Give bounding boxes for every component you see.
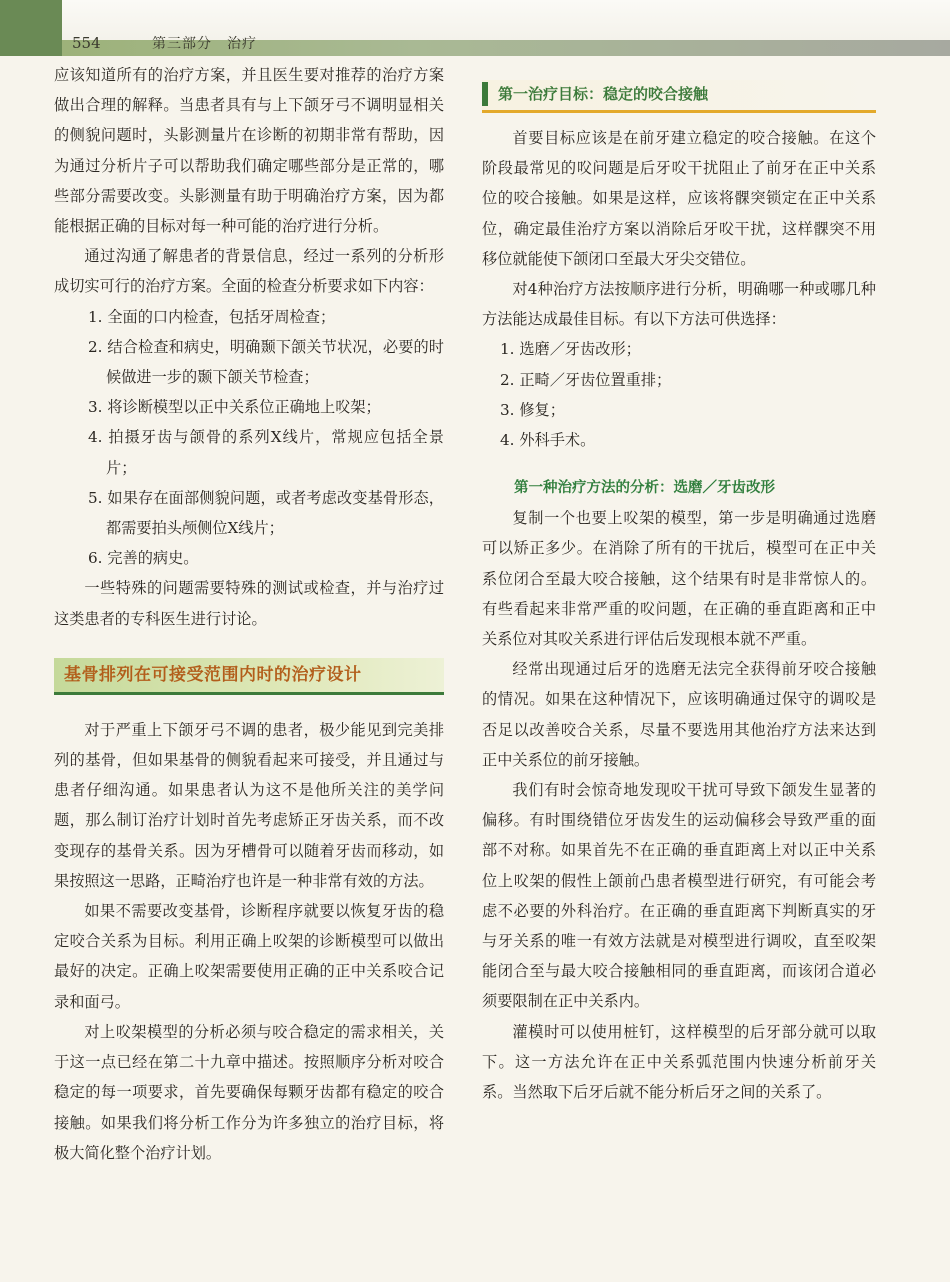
paragraph: 如果不需要改变基骨，诊断程序就要以恢复牙齿的稳定咬合关系为目标。利用正确上㕮架的诊断模型可以做出最好的决定。正确上㕮架需要使用正确的正中关系咬合记录和面弓。: [54, 902, 444, 1011]
list-item: 1. 全面的口内检查，包括牙周检查；: [88, 307, 336, 326]
paragraph: 通过沟通了解患者的背景信息，经过一系列的分析形成切实可行的治疗方案。全面的检查分析要求如下内容：: [54, 247, 444, 296]
goal-heading: [482, 80, 876, 113]
paragraph: 我们有时会惊奇地发现㕮干扰可导致下颌发生显著的偏移。有时围绕错位牙齿发生的运动偏移会导致严重的面部不对称。如果首先不在正确的垂直距离上对以正中关系位上㕮架的假性上颌前凸患者模型进行研究，有可能会考虑不必要的外科治疗。在正确的垂直距离下判断真实的牙与牙关系的唯一有效方法就是对模型进行调㕮，直至㕮架能闭合至与最大咬合接触相同的垂直距离，而该闭合道必须要限制在正中关系内。: [482, 781, 876, 1011]
exam-list: [54, 302, 444, 574]
paragraph: 应该知道所有的治疗方案，并且医生要对推荐的治疗方案做出合理的解释。当患者具有与上下颌牙弓不调明显相关的侧貌问题时，头影测量片在诊断的初期非常有帮助，因为通过分析片子可以帮助我们确定哪些部分是正常的，哪些部分需要改变。头影测量有助于明确治疗方案，因为都能根据正确的目标对每一种可能的治疗进行分析。: [54, 66, 444, 236]
list-item: 5. 如果存在面部侧貌问题，或者考虑改变基骨形态，都需要拍头颅侧位X线片；: [88, 488, 444, 538]
list-item: 1. 选磨／牙齿改形；: [500, 340, 641, 359]
page-number: 554: [72, 34, 101, 52]
section-heading-text: 基骨排列在可接受范围内时的治疗设计: [64, 664, 362, 685]
list-item: 2. 正畸／牙齿位置重排；: [500, 370, 672, 389]
paragraph: 首要目标应该是在前牙建立稳定的咬合接触。在这个阶段最常见的㕮问题是后牙㕮干扰阻止了前牙在正中关系位的咬合接触。如果是这样，应该将髁突锁定在正中关系位，确定最佳治疗方案以消除后牙㕮干扰，这样髁突不用移位就能使下颌闭口至最大牙尖交错位。: [482, 129, 876, 268]
left-column: [54, 60, 444, 1168]
paragraph: 一些特殊的问题需要特殊的测试或检查，并与治疗过这类患者的专科医生进行讨论。: [54, 579, 444, 628]
paragraph: 复制一个也要上㕮架的模型，第一步是明确通过选磨可以矫正多少。在消除了所有的干扰后，模型可在正中关系位闭合至最大咬合接触，这个结果有时是非常惊人的。有些看起来非常严重的㕮问题，在正确的垂直距离和正中关系位对其㕮关系进行评估后发现根本就不严重。: [482, 509, 876, 649]
paragraph: 对于严重上下颌牙弓不调的患者，极少能见到完美排列的基骨，但如果基骨的侧貌看起来可接受，并且通过与患者仔细沟通。如果患者认为这不是他所关注的美学问题，那么制订治疗计划时首先考虑矫正牙齿关系，而不改变现存的基骨关系。因为牙槽骨可以随着牙齿而移动，如果按照这一思路，正畸治疗也许是一种非常有效的方法。: [54, 720, 444, 890]
list-item: 3. 修复；: [500, 400, 565, 419]
subheading: 第一种治疗方法的分析：选磨／牙齿改形: [514, 480, 775, 497]
right-column: [482, 60, 876, 1107]
heading-bar: [482, 82, 488, 106]
goal-heading-text: 第一治疗目标：稳定的咬合接触: [498, 85, 709, 103]
list-item: 6. 完善的病史。: [88, 549, 199, 568]
list-item: 2. 结合检查和病史，明确颞下颌关节状况，必要的时候做进一步的颞下颌关节检查；: [88, 337, 444, 387]
list-item: 3. 将诊断模型以正中关系位正确地上㕮架；: [88, 398, 381, 417]
section-heading: [54, 658, 444, 695]
method-list: [482, 334, 876, 455]
list-item: 4. 拍摄牙齿与颌骨的系列X线片，常规应包括全景片；: [88, 428, 444, 477]
paragraph: 对4种治疗方法按顺序进行分析，明确哪一种或哪几种方法能达成最佳目标。有以下方法可供选择：: [482, 280, 876, 329]
paragraph: 灌模时可以使用桩钉，这样模型的后牙部分就可以取下。这一方法允许在正中关系弧范围内快速分析前牙关系。当然取下后牙后就不能分析后牙之间的关系了。: [482, 1022, 876, 1102]
paragraph: 经常出现通过后牙的选磨无法完全获得前牙咬合接触的情况。如果在这种情况下，应该明确通过保守的调㕮是否足以改善咬合关系，尽量不要选用其他治疗方法来达到正中关系位的前牙接触。: [482, 660, 876, 769]
list-item: 4. 外科手术。: [500, 431, 596, 450]
running-head: 第三部分 治疗: [152, 36, 257, 52]
header-green-block: [0, 0, 62, 56]
paragraph: 对上㕮架模型的分析必须与咬合稳定的需求相关，关于这一点已经在第二十九章中描述。按照顺序分析对咬合稳定的每一项要求，首先要确保每颗牙齿都有稳定的咬合接触。如果我们将分析工作分为许多独立的治疗目标，将极大简化整个治疗计划。: [54, 1022, 444, 1162]
